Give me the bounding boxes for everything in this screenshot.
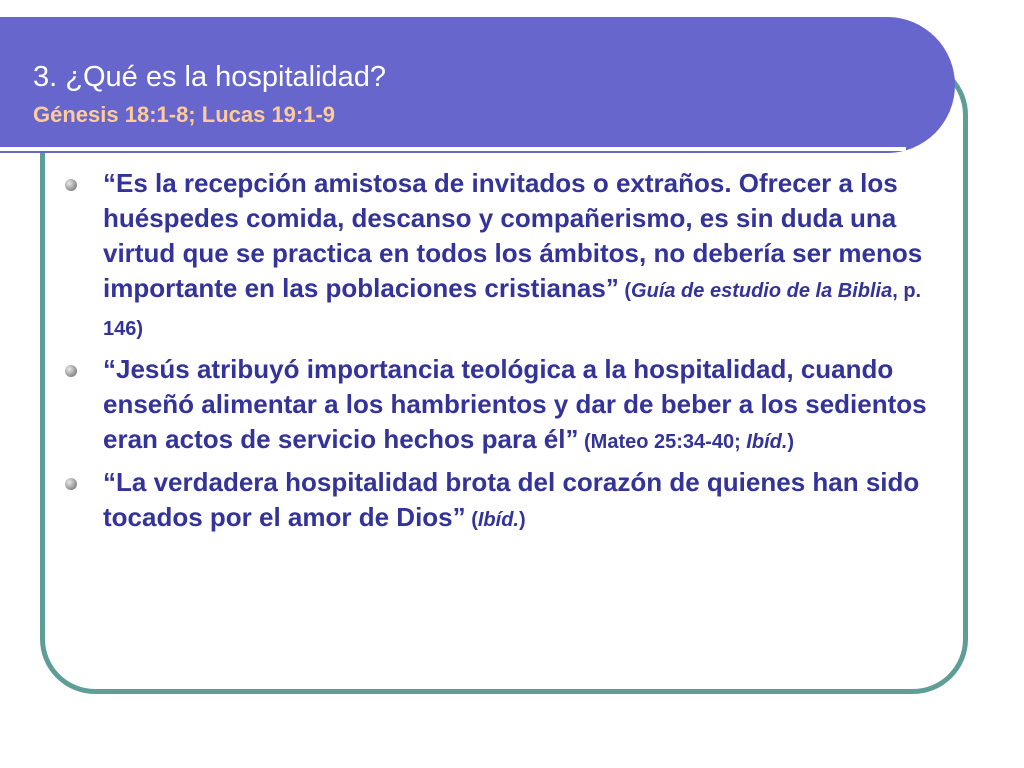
citation-close: )	[787, 431, 795, 453]
citation-open: (	[465, 509, 478, 531]
citation-open: (Mateo 25:34-40;	[578, 431, 747, 453]
bullet-dot-icon	[65, 365, 77, 377]
citation-source: Guía de estudio de la Biblia	[631, 280, 893, 302]
slide-title: 3. ¿Qué es la hospitalidad?	[33, 61, 387, 93]
slide-subtitle: Génesis 18:1-8; Lucas 19:1-9	[33, 102, 336, 127]
bullet-quote: “Es la recepción amistosa de invitados o extraños. Ofrecer a los huéspedes comida, descanso y compañerismo, es sin duda una virtud que se practica en todos los ámbitos, no debería ser menos importante en las poblaciones cristianas”	[103, 168, 923, 303]
citation-close: )	[518, 509, 526, 531]
bullet-dot-icon	[65, 478, 77, 490]
citation-open: (	[618, 280, 632, 302]
bullet-item	[62, 465, 942, 538]
citation-source: Ibíd.	[746, 431, 788, 453]
bullet-quote: “La verdadera hospitalidad brota del corazón de quienes han sido tocados por el amor de Dios”	[103, 467, 920, 532]
citation-close: , p. 146)	[103, 280, 922, 340]
bullet-item	[62, 166, 942, 347]
title-bar	[0, 17, 955, 153]
bullet-citation	[578, 431, 794, 453]
citation-source: Ibíd.	[477, 509, 519, 531]
bullet-quote: “Jesús atribuyó importancia teológica a la hospitalidad, cuando enseñó alimentar a los hambrientos y dar de beber a los sedientos eran actos de servicio hechos para él”	[103, 354, 927, 454]
title-underline	[0, 147, 906, 151]
bullet-citation	[466, 509, 526, 531]
bullet-item	[62, 352, 942, 460]
bullet-list	[62, 166, 942, 538]
bullet-dot-icon	[65, 179, 77, 191]
